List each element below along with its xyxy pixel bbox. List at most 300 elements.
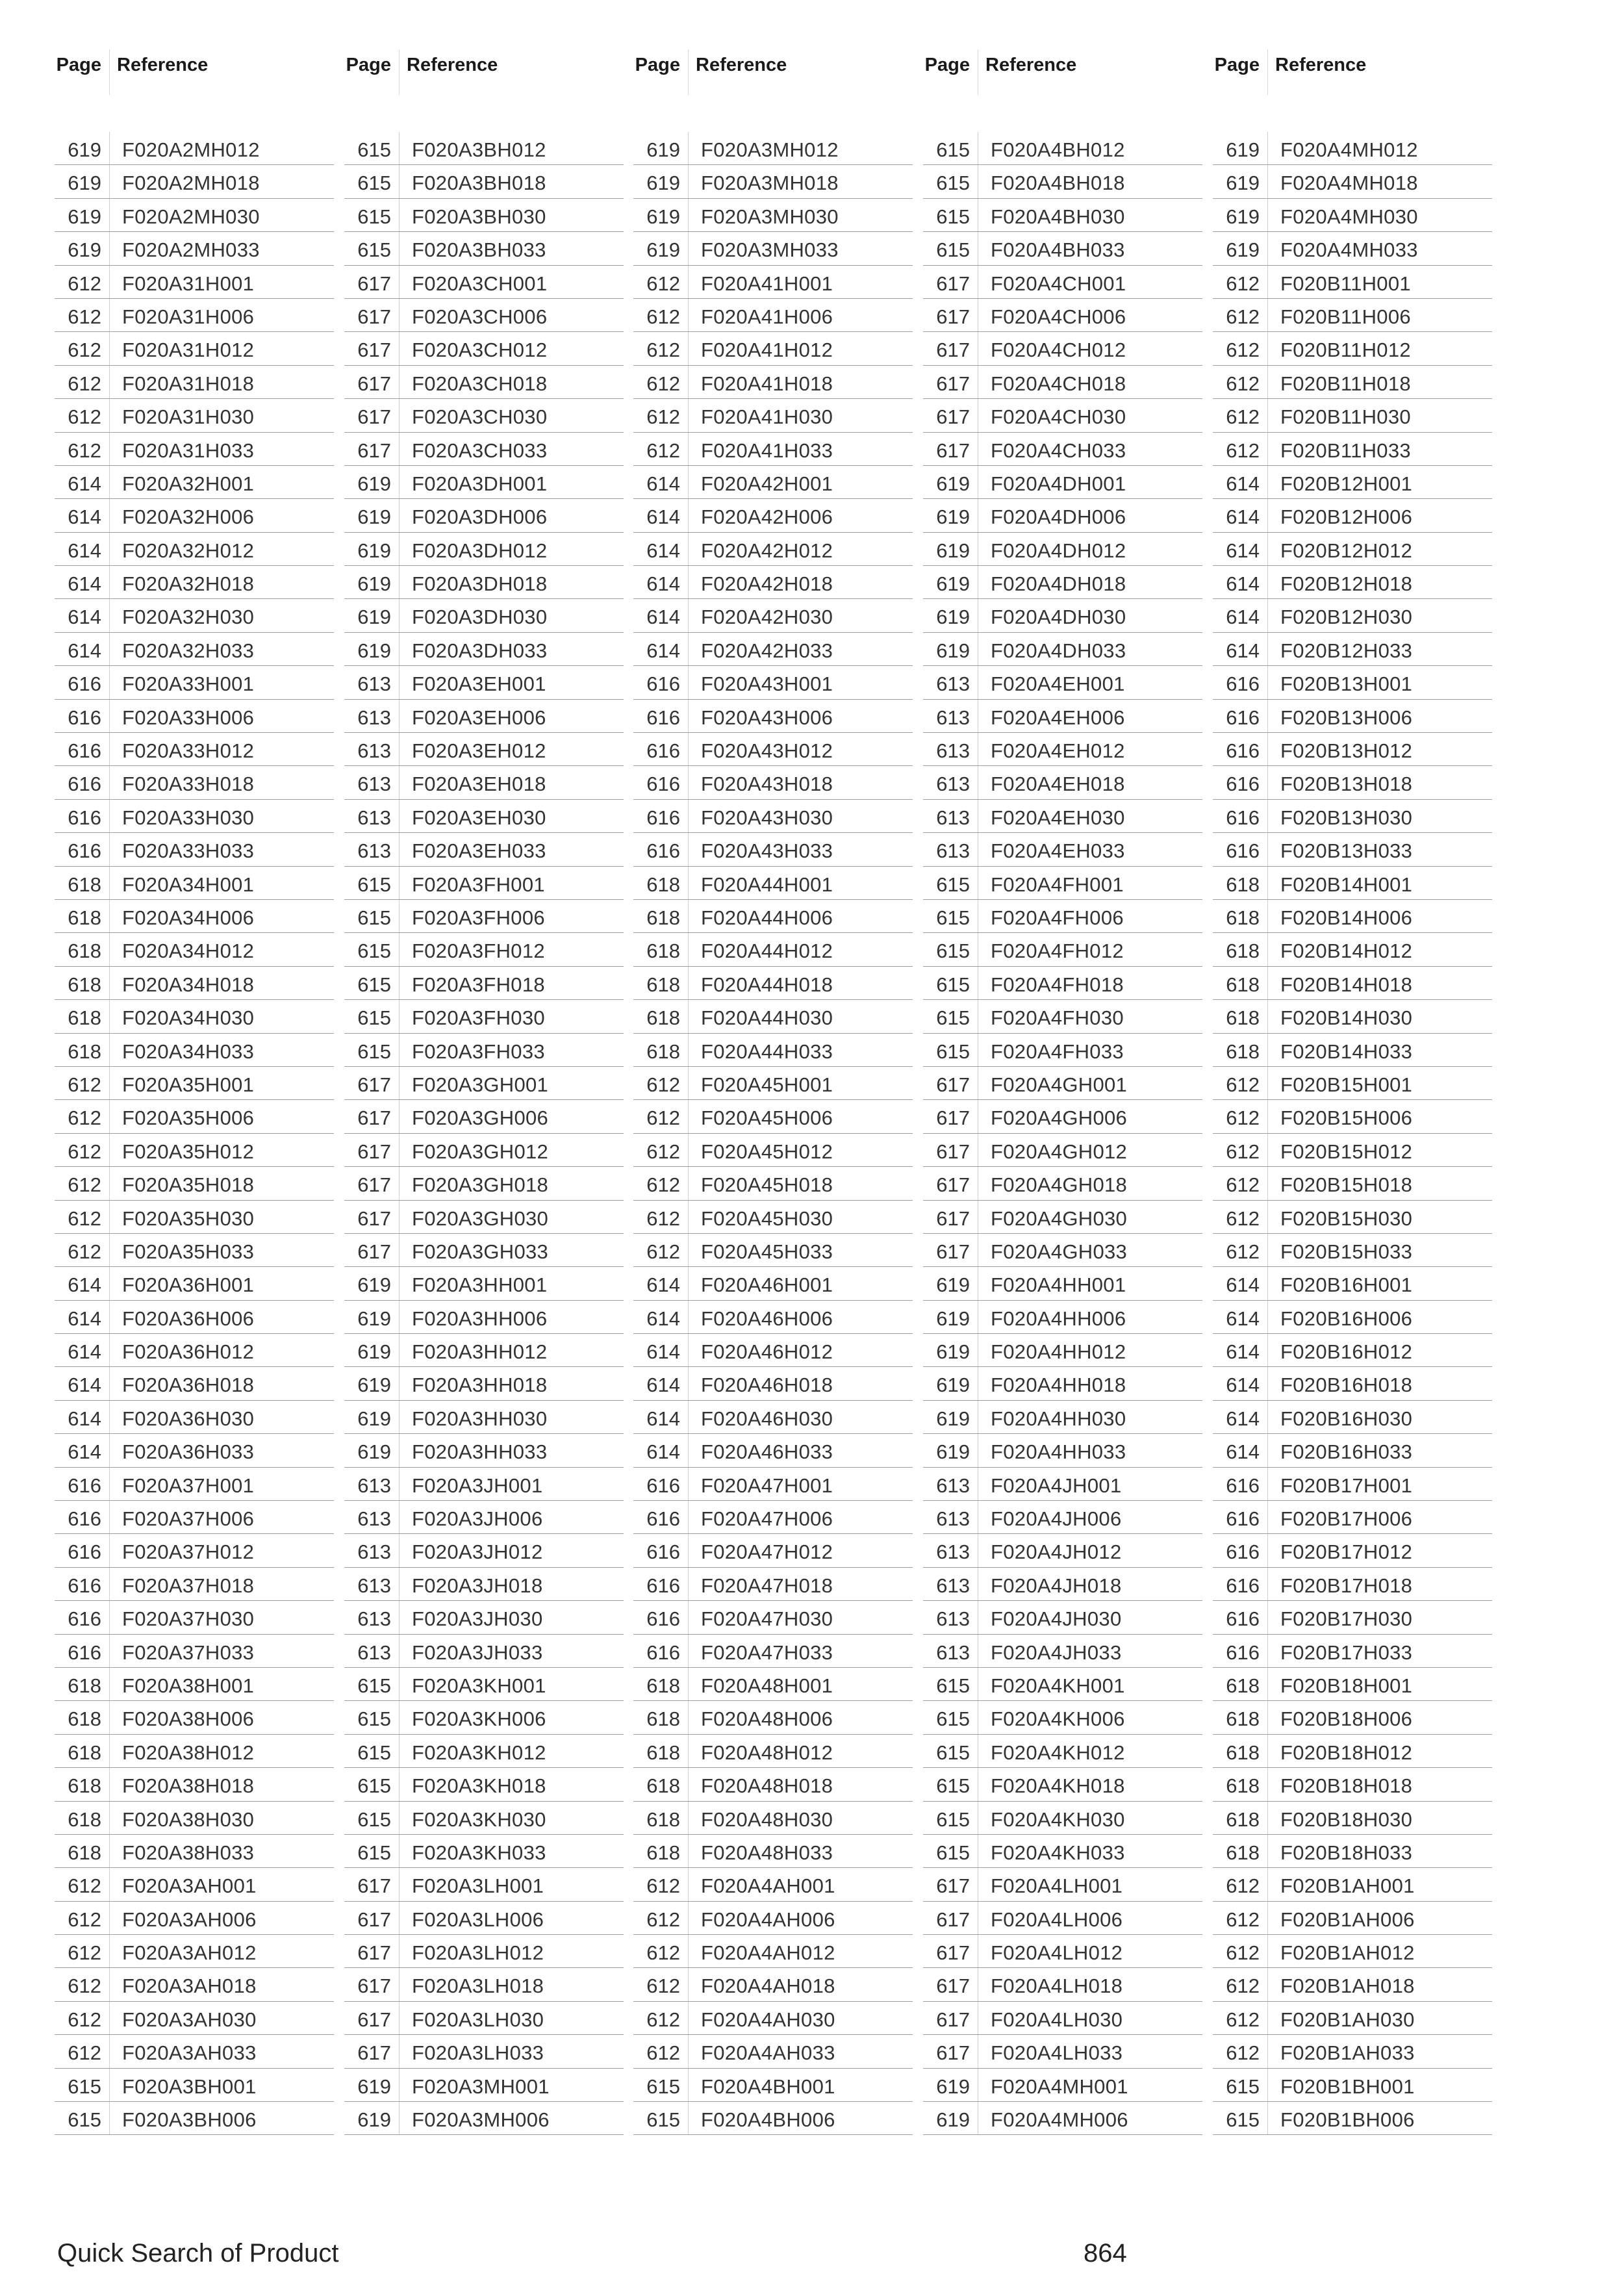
table-row bbox=[923, 1100, 1202, 1133]
cell-divider bbox=[1267, 833, 1268, 865]
page-number-cell: 616 bbox=[646, 1474, 680, 1497]
table-row bbox=[55, 2002, 334, 2035]
reference-cell: F020A3EH001 bbox=[412, 672, 546, 696]
cell-divider bbox=[109, 299, 110, 331]
table-row bbox=[923, 399, 1202, 432]
reference-cell: F020A3GH030 bbox=[412, 1207, 549, 1230]
page-number-cell: 616 bbox=[68, 1474, 101, 1497]
cell-divider bbox=[688, 1401, 689, 1433]
table-row bbox=[633, 1000, 913, 1033]
page-number-cell: 613 bbox=[357, 739, 391, 763]
reference-cell: F020A44H018 bbox=[701, 973, 833, 996]
reference-cell: F020A4GH001 bbox=[991, 1073, 1128, 1096]
table-row bbox=[1213, 900, 1492, 933]
cell-divider bbox=[688, 1968, 689, 2000]
reference-cell: F020A3HH030 bbox=[412, 1407, 548, 1430]
cell-divider bbox=[399, 1735, 400, 1767]
cell-divider bbox=[399, 1367, 400, 1399]
reference-cell: F020B17H030 bbox=[1280, 1607, 1413, 1631]
page-number-cell: 619 bbox=[68, 205, 101, 228]
page-number-cell: 619 bbox=[1226, 238, 1260, 262]
page-number-cell: 617 bbox=[357, 339, 391, 362]
cell-divider bbox=[399, 1234, 400, 1266]
cell-divider bbox=[1267, 433, 1268, 465]
page-number-cell: 613 bbox=[357, 672, 391, 696]
reference-cell: F020A3GH033 bbox=[412, 1240, 549, 1263]
page-number-cell: 612 bbox=[68, 1908, 101, 1931]
cell-divider bbox=[1267, 2035, 1268, 2067]
reference-cell: F020A3JH012 bbox=[412, 1540, 543, 1564]
table-row bbox=[923, 1501, 1202, 1534]
table-row bbox=[923, 2035, 1202, 2068]
table-row bbox=[55, 1267, 334, 1300]
cell-divider bbox=[109, 1534, 110, 1566]
page-number-cell: 616 bbox=[1226, 739, 1260, 763]
page-number-cell: 616 bbox=[1226, 773, 1260, 796]
reference-cell: F020A36H006 bbox=[122, 1307, 255, 1330]
reference-cell: F020A3BH033 bbox=[412, 238, 546, 262]
cell-divider bbox=[399, 766, 400, 798]
table-row bbox=[923, 499, 1202, 532]
cell-divider bbox=[688, 2035, 689, 2067]
reference-cell: F020A4JH033 bbox=[991, 1641, 1122, 1664]
cell-divider bbox=[688, 1201, 689, 1233]
reference-cell: F020B11H006 bbox=[1280, 305, 1411, 328]
table-row bbox=[55, 466, 334, 499]
column-header bbox=[344, 49, 624, 95]
table-row bbox=[1213, 633, 1492, 666]
reference-cell: F020A34H018 bbox=[122, 973, 255, 996]
table-row bbox=[1213, 1468, 1492, 1501]
cell-divider bbox=[1267, 1501, 1268, 1533]
cell-divider bbox=[109, 366, 110, 398]
reference-cell: F020A46H018 bbox=[701, 1373, 833, 1397]
table-row bbox=[633, 1968, 913, 2001]
table-row bbox=[633, 1134, 913, 1167]
page-number-cell: 616 bbox=[1226, 672, 1260, 696]
reference-cell: F020B15H001 bbox=[1280, 1073, 1413, 1096]
table-row bbox=[923, 1468, 1202, 1501]
reference-cell: F020B12H030 bbox=[1280, 606, 1413, 629]
cell-divider bbox=[399, 1968, 400, 2000]
cell-divider bbox=[688, 132, 689, 164]
reference-cell: F020A2MH033 bbox=[122, 238, 260, 262]
table-row bbox=[344, 1835, 624, 1868]
reference-cell: F020B11H033 bbox=[1280, 439, 1411, 462]
page-number-cell: 619 bbox=[646, 238, 680, 262]
cell-divider bbox=[399, 2069, 400, 2101]
reference-cell: F020A4CH006 bbox=[991, 305, 1126, 328]
reference-cell: F020B18H006 bbox=[1280, 1707, 1413, 1731]
page-number-cell: 619 bbox=[936, 1373, 970, 1397]
page-number-cell: 616 bbox=[1226, 1607, 1260, 1631]
table-row bbox=[923, 1868, 1202, 1901]
reference-cell: F020A45H030 bbox=[701, 1207, 833, 1230]
page-number-cell: 617 bbox=[936, 1140, 970, 1163]
page-number-cell: 613 bbox=[357, 773, 391, 796]
page-number-cell: 614 bbox=[646, 539, 680, 562]
cell-divider bbox=[399, 1000, 400, 1032]
page-number-cell: 619 bbox=[936, 1307, 970, 1330]
page-number-cell: 612 bbox=[1226, 1207, 1260, 1230]
table-row bbox=[1213, 199, 1492, 232]
table-row bbox=[344, 466, 624, 499]
cell-divider bbox=[109, 1768, 110, 1800]
page-number-cell: 612 bbox=[68, 1207, 101, 1230]
page-number-cell: 612 bbox=[1226, 1140, 1260, 1163]
reference-cell: F020A4LH030 bbox=[991, 2008, 1123, 2031]
cell-divider bbox=[399, 1501, 400, 1533]
reference-cell: F020A4AH018 bbox=[701, 1974, 835, 1998]
table-row bbox=[633, 633, 913, 666]
reference-cell: F020A48H006 bbox=[701, 1707, 833, 1731]
cell-divider bbox=[399, 266, 400, 298]
page-number-cell: 617 bbox=[936, 2041, 970, 2065]
cell-divider bbox=[688, 1868, 689, 1900]
table-row bbox=[344, 1334, 624, 1367]
table-row bbox=[923, 1735, 1202, 1768]
table-row bbox=[344, 1701, 624, 1734]
reference-cell: F020A3GH012 bbox=[412, 1140, 549, 1163]
page-number-cell: 613 bbox=[357, 706, 391, 729]
table-row bbox=[633, 1201, 913, 1234]
table-row bbox=[633, 332, 913, 365]
table-row bbox=[344, 232, 624, 265]
reference-cell: F020A3HH006 bbox=[412, 1307, 548, 1330]
cell-divider bbox=[688, 1568, 689, 1600]
reference-cell: F020A38H018 bbox=[122, 1774, 255, 1798]
page-number-cell: 618 bbox=[1226, 873, 1260, 896]
table-row bbox=[344, 1301, 624, 1334]
index-rows bbox=[55, 132, 334, 2135]
table-row bbox=[1213, 332, 1492, 365]
reference-cell: F020B15H006 bbox=[1280, 1106, 1413, 1130]
table-row bbox=[344, 366, 624, 399]
table-row bbox=[633, 1468, 913, 1501]
cell-divider bbox=[688, 733, 689, 765]
cell-divider bbox=[688, 1835, 689, 1867]
reference-cell: F020A31H033 bbox=[122, 439, 255, 462]
table-row bbox=[923, 1835, 1202, 1868]
reference-cell: F020A36H018 bbox=[122, 1373, 255, 1397]
cell-divider bbox=[688, 700, 689, 732]
reference-cell: F020A36H033 bbox=[122, 1440, 255, 1464]
page-number-cell: 617 bbox=[357, 1908, 391, 1931]
table-row bbox=[344, 1267, 624, 1300]
reference-cell: F020A44H001 bbox=[701, 873, 833, 896]
reference-cell: F020B13H006 bbox=[1280, 706, 1413, 729]
reference-cell: F020B1AH030 bbox=[1280, 2008, 1415, 2031]
cell-divider bbox=[1267, 1234, 1268, 1266]
page-number-cell: 619 bbox=[936, 539, 970, 562]
cell-divider bbox=[109, 1401, 110, 1433]
reference-cell: F020A48H018 bbox=[701, 1774, 833, 1798]
page-number-cell: 615 bbox=[357, 205, 391, 228]
page-number-cell: 618 bbox=[68, 873, 101, 896]
cell-divider bbox=[1267, 2069, 1268, 2101]
reference-cell: F020A4GH018 bbox=[991, 1173, 1128, 1197]
reference-cell: F020B17H001 bbox=[1280, 1474, 1413, 1497]
reference-cell: F020A3EH030 bbox=[412, 806, 546, 829]
page-number-cell: 612 bbox=[1226, 272, 1260, 295]
table-row bbox=[344, 1167, 624, 1200]
cell-divider bbox=[109, 1668, 110, 1700]
table-row bbox=[633, 399, 913, 432]
reference-cell: F020A3HH033 bbox=[412, 1440, 548, 1464]
reference-cell: F020A3BH018 bbox=[412, 172, 546, 195]
reference-cell: F020A4CH001 bbox=[991, 272, 1126, 295]
reference-cell: F020A3KH030 bbox=[412, 1808, 546, 1831]
page-number-cell: 616 bbox=[1226, 839, 1260, 863]
reference-cell: F020B14H033 bbox=[1280, 1040, 1413, 1063]
table-row bbox=[1213, 1267, 1492, 1300]
page-number-cell: 618 bbox=[646, 1006, 680, 1030]
page-number-cell: 615 bbox=[357, 873, 391, 896]
reference-cell: F020A35H033 bbox=[122, 1240, 255, 1263]
table-row bbox=[923, 366, 1202, 399]
cell-divider bbox=[109, 1968, 110, 2000]
table-row bbox=[55, 1134, 334, 1167]
reference-cell: F020A48H030 bbox=[701, 1808, 833, 1831]
table-row bbox=[923, 1334, 1202, 1367]
table-row bbox=[344, 867, 624, 900]
page-number-cell: 616 bbox=[646, 706, 680, 729]
reference-cell: F020B13H030 bbox=[1280, 806, 1413, 829]
reference-cell: F020A46H006 bbox=[701, 1307, 833, 1330]
reference-cell: F020B1AH012 bbox=[1280, 1941, 1415, 1965]
reference-cell: F020A48H001 bbox=[701, 1674, 833, 1697]
table-row bbox=[1213, 466, 1492, 499]
page-number-cell: 612 bbox=[68, 339, 101, 362]
page-number-cell: 616 bbox=[68, 706, 101, 729]
page-number-cell: 618 bbox=[68, 1674, 101, 1697]
page-number-cell: 619 bbox=[646, 138, 680, 161]
reference-cell: F020B18H030 bbox=[1280, 1808, 1413, 1831]
table-row bbox=[633, 232, 913, 265]
cell-divider bbox=[109, 566, 110, 598]
cell-divider bbox=[399, 332, 400, 364]
reference-cell: F020A4EH012 bbox=[991, 739, 1125, 763]
page-number-cell: 615 bbox=[936, 205, 970, 228]
page-number-cell: 619 bbox=[936, 639, 970, 662]
table-row bbox=[923, 633, 1202, 666]
page-number-cell: 619 bbox=[646, 172, 680, 195]
page-number-cell: 615 bbox=[936, 1040, 970, 1063]
reference-cell: F020A3KH018 bbox=[412, 1774, 546, 1798]
cell-divider bbox=[109, 1034, 110, 1066]
table-row bbox=[55, 1935, 334, 1968]
cell-divider bbox=[109, 833, 110, 865]
table-row bbox=[344, 599, 624, 632]
cell-divider bbox=[109, 1167, 110, 1199]
reference-cell: F020A4GH006 bbox=[991, 1106, 1128, 1130]
table-row bbox=[923, 1802, 1202, 1835]
page-number-cell: 616 bbox=[68, 1507, 101, 1531]
reference-cell: F020A3DH033 bbox=[412, 639, 548, 662]
table-row bbox=[344, 1735, 624, 1768]
reference-cell: F020A4MH033 bbox=[1280, 238, 1418, 262]
cell-divider bbox=[1267, 933, 1268, 965]
cell-divider bbox=[109, 867, 110, 899]
page-number-cell: 613 bbox=[936, 773, 970, 796]
reference-cell: F020A37H006 bbox=[122, 1507, 255, 1531]
reference-cell: F020B16H033 bbox=[1280, 1440, 1413, 1464]
page-number-cell: 614 bbox=[646, 1340, 680, 1364]
page-number-cell: 616 bbox=[1226, 1641, 1260, 1664]
table-row bbox=[55, 399, 334, 432]
page-number-cell: 612 bbox=[1226, 439, 1260, 462]
page-number-cell: 614 bbox=[646, 1307, 680, 1330]
table-row bbox=[1213, 1401, 1492, 1434]
reference-cell: F020A4KH001 bbox=[991, 1674, 1125, 1697]
table-row bbox=[923, 566, 1202, 599]
table-row bbox=[923, 1902, 1202, 1935]
reference-cell: F020A4AH033 bbox=[701, 2041, 835, 2065]
table-row bbox=[633, 366, 913, 399]
table-row bbox=[633, 1534, 913, 1567]
page-number-cell: 618 bbox=[68, 1040, 101, 1063]
page-number-cell: 617 bbox=[936, 1073, 970, 1096]
table-row bbox=[633, 1301, 913, 1334]
reference-cell: F020A4BH030 bbox=[991, 205, 1125, 228]
page-number-cell: 618 bbox=[1226, 1741, 1260, 1764]
reference-cell: F020A42H012 bbox=[701, 539, 833, 562]
table-row bbox=[633, 165, 913, 198]
cell-divider bbox=[399, 132, 400, 164]
reference-cell: F020A3LH018 bbox=[412, 1974, 544, 1998]
reference-cell: F020A4DH030 bbox=[991, 606, 1126, 629]
table-row bbox=[633, 2069, 913, 2102]
cell-divider bbox=[399, 700, 400, 732]
table-row bbox=[1213, 1067, 1492, 1100]
reference-cell: F020A3KH012 bbox=[412, 1741, 546, 1764]
header-divider bbox=[688, 49, 689, 95]
reference-cell: F020A4HH012 bbox=[991, 1340, 1126, 1364]
reference-cell: F020A46H001 bbox=[701, 1273, 833, 1297]
table-row bbox=[55, 1367, 334, 1400]
reference-cell: F020A31H001 bbox=[122, 272, 255, 295]
reference-cell: F020A45H012 bbox=[701, 1140, 833, 1163]
cell-divider bbox=[688, 299, 689, 331]
table-row bbox=[55, 499, 334, 532]
table-row bbox=[633, 199, 913, 232]
reference-cell: F020A32H012 bbox=[122, 539, 255, 562]
page-number-cell: 614 bbox=[1226, 505, 1260, 529]
reference-cell: F020A34H006 bbox=[122, 906, 255, 929]
page-number-cell: 619 bbox=[936, 505, 970, 529]
table-row bbox=[633, 533, 913, 566]
cell-divider bbox=[399, 1134, 400, 1166]
cell-divider bbox=[109, 1835, 110, 1867]
reference-cell: F020B1BH006 bbox=[1280, 2108, 1415, 2132]
table-row bbox=[55, 733, 334, 766]
reference-cell: F020A3FH018 bbox=[412, 973, 545, 996]
reference-cell: F020A3CH006 bbox=[412, 305, 548, 328]
table-row bbox=[923, 2002, 1202, 2035]
header-page-label: Page bbox=[56, 55, 101, 75]
reference-cell: F020B13H001 bbox=[1280, 672, 1413, 696]
footer-page-number: 864 bbox=[1084, 2239, 1127, 2268]
cell-divider bbox=[399, 933, 400, 965]
table-row bbox=[55, 1735, 334, 1768]
table-row bbox=[633, 266, 913, 299]
reference-cell: F020A3CH030 bbox=[412, 405, 548, 429]
page-number-cell: 615 bbox=[357, 1741, 391, 1764]
page-number-cell: 617 bbox=[357, 1173, 391, 1197]
cell-divider bbox=[688, 833, 689, 865]
table-row bbox=[55, 2069, 334, 2102]
table-row bbox=[1213, 1768, 1492, 1801]
page-number-cell: 614 bbox=[68, 1273, 101, 1297]
page-number-cell: 614 bbox=[1226, 539, 1260, 562]
reference-cell: F020A4MH006 bbox=[991, 2108, 1128, 2132]
table-row bbox=[633, 2035, 913, 2068]
table-row bbox=[344, 1568, 624, 1601]
table-row bbox=[633, 1835, 913, 1868]
cell-divider bbox=[399, 1201, 400, 1233]
reference-cell: F020A37H018 bbox=[122, 1574, 255, 1597]
page-number-cell: 614 bbox=[1226, 1307, 1260, 1330]
cell-divider bbox=[399, 633, 400, 665]
page-number-cell: 615 bbox=[357, 138, 391, 161]
page-number-cell: 617 bbox=[357, 1106, 391, 1130]
page-number-cell: 618 bbox=[1226, 973, 1260, 996]
table-row bbox=[55, 1768, 334, 1801]
cell-divider bbox=[399, 1568, 400, 1600]
table-row bbox=[1213, 867, 1492, 900]
cell-divider bbox=[688, 1100, 689, 1132]
table-row bbox=[344, 266, 624, 299]
reference-cell: F020A3MH001 bbox=[412, 2075, 550, 2098]
reference-cell: F020A38H033 bbox=[122, 1841, 255, 1864]
page-number-cell: 612 bbox=[1226, 2041, 1260, 2065]
cell-divider bbox=[399, 366, 400, 398]
table-row bbox=[344, 1868, 624, 1901]
page-number-cell: 613 bbox=[357, 1474, 391, 1497]
page-number-cell: 617 bbox=[357, 439, 391, 462]
reference-cell: F020A3AH033 bbox=[122, 2041, 257, 2065]
table-row bbox=[55, 1334, 334, 1367]
reference-cell: F020B13H012 bbox=[1280, 739, 1413, 763]
reference-cell: F020A3FH012 bbox=[412, 939, 545, 963]
cell-divider bbox=[109, 165, 110, 198]
table-row bbox=[633, 967, 913, 1000]
cell-divider bbox=[399, 1635, 400, 1667]
page-number-cell: 612 bbox=[1226, 1941, 1260, 1965]
page-number-cell: 617 bbox=[936, 1941, 970, 1965]
reference-cell: F020A3LH001 bbox=[412, 1874, 544, 1898]
table-row bbox=[344, 633, 624, 666]
table-row bbox=[1213, 800, 1492, 833]
table-row bbox=[923, 867, 1202, 900]
cell-divider bbox=[688, 1434, 689, 1466]
table-row bbox=[1213, 1434, 1492, 1467]
cell-divider bbox=[1267, 1267, 1268, 1299]
cell-divider bbox=[1267, 967, 1268, 999]
reference-cell: F020A3BH001 bbox=[122, 2075, 257, 2098]
page-number-cell: 612 bbox=[646, 272, 680, 295]
table-row bbox=[344, 1468, 624, 1501]
table-row bbox=[344, 1067, 624, 1100]
cell-divider bbox=[688, 1534, 689, 1566]
table-row bbox=[344, 566, 624, 599]
table-row bbox=[344, 2002, 624, 2035]
page-number-cell: 612 bbox=[646, 339, 680, 362]
page-number-cell: 613 bbox=[936, 806, 970, 829]
reference-cell: F020A3EH006 bbox=[412, 706, 546, 729]
cell-divider bbox=[688, 933, 689, 965]
table-row bbox=[1213, 1735, 1492, 1768]
